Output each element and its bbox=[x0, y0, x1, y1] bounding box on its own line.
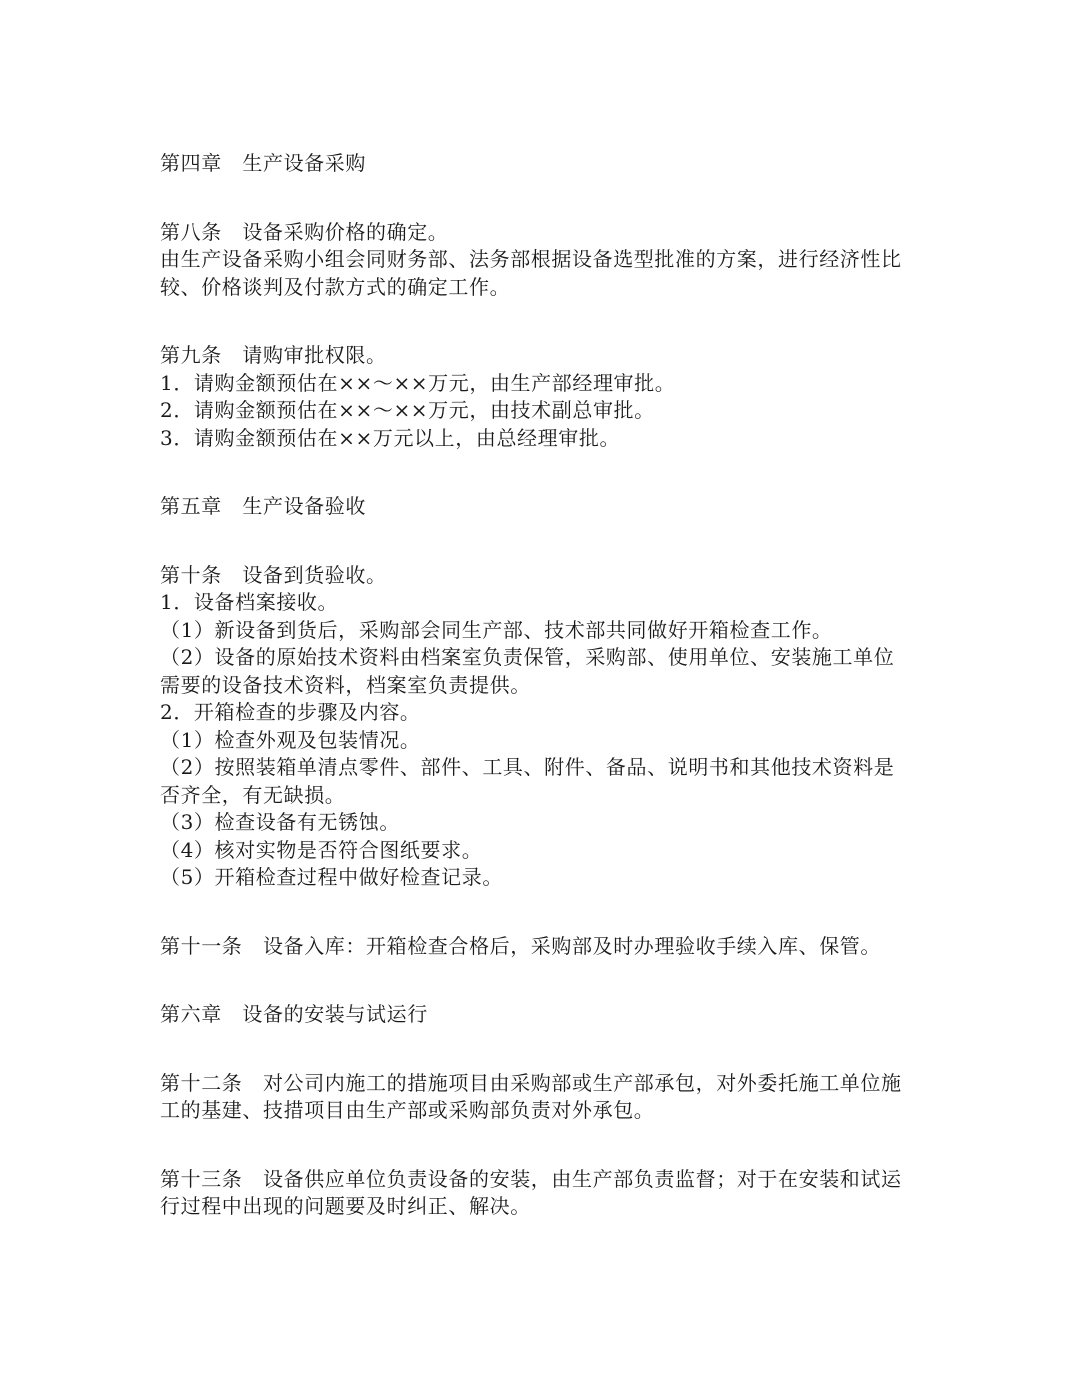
chapter-6-title: 第六章 设备的安装与试运行 bbox=[160, 1002, 428, 1026]
article-12-text-2: 工的基建、技措项目由生产部或采购部负责对外承包。 bbox=[160, 1098, 655, 1122]
chapter-4-title: 第四章 生产设备采购 bbox=[160, 151, 366, 175]
article-9-item-1: 1．请购金额预估在××～××万元，由生产部经理审批。 bbox=[160, 370, 676, 395]
article-11: 第十一条 设备入库：开箱检查合格后，采购部及时办理验收手续入库、保管。 bbox=[160, 933, 881, 958]
article-10-section-2: 2．开箱检查的步骤及内容。 bbox=[160, 700, 421, 724]
article-13-text-2: 行过程中出现的问题要及时纠正、解决。 bbox=[160, 1194, 531, 1218]
article-8-text-2: 较、价格谈判及付款方式的确定工作。 bbox=[160, 274, 511, 299]
article-9-item-2: 2．请购金额预估在××～××万元，由技术副总审批。 bbox=[160, 398, 655, 422]
article-10-section-1-item-2a: （2）设备的原始技术资料由档案室负责保管，采购部、使用单位、安装施工单位 bbox=[160, 645, 895, 669]
article-10-section-2-item-5: （5）开箱检查过程中做好检查记录。 bbox=[160, 865, 503, 889]
article-13-text-1: 第十三条 设备供应单位负责设备的安装，由生产部负责监督；对于在安装和试运 bbox=[160, 1166, 902, 1191]
chapter-5-title: 第五章 生产设备验收 bbox=[160, 494, 366, 518]
article-10-section-2-item-4: （4）核对实物是否符合图纸要求。 bbox=[160, 837, 483, 862]
document-page bbox=[160, 150, 930, 1221]
article-10-title: 第十条 设备到货验收。 bbox=[160, 562, 387, 587]
article-10-section-2-item-3: （3）检查设备有无锈蚀。 bbox=[160, 810, 400, 834]
article-9-title: 第九条 请购审批权限。 bbox=[160, 343, 387, 367]
article-8-text-1: 由生产设备采购小组会同财务部、法务部根据设备选型批准的方案，进行经济性比 bbox=[160, 247, 902, 271]
article-9-item-3: 3．请购金额预估在××万元以上，由总经理审批。 bbox=[160, 425, 621, 450]
article-10-section-2-item-2b: 否齐全，有无缺损。 bbox=[160, 782, 346, 807]
article-10-section-1: 1．设备档案接收。 bbox=[160, 590, 339, 614]
article-10-section-1-item-2b: 需要的设备技术资料，档案室负责提供。 bbox=[160, 672, 531, 697]
article-10-section-1-item-1: （1）新设备到货后，采购部会同生产部、技术部共同做好开箱检查工作。 bbox=[160, 617, 833, 642]
article-10-section-2-item-2a: （2）按照装箱单清点零件、部件、工具、附件、备品、说明书和其他技术资料是 bbox=[160, 755, 895, 779]
article-12-text-1: 第十二条 对公司内施工的措施项目由采购部或生产部承包，对外委托施工单位施 bbox=[160, 1070, 902, 1095]
article-8-title: 第八条 设备采购价格的确定。 bbox=[160, 219, 449, 244]
article-10-section-2-item-1: （1）检查外观及包装情况。 bbox=[160, 727, 421, 752]
